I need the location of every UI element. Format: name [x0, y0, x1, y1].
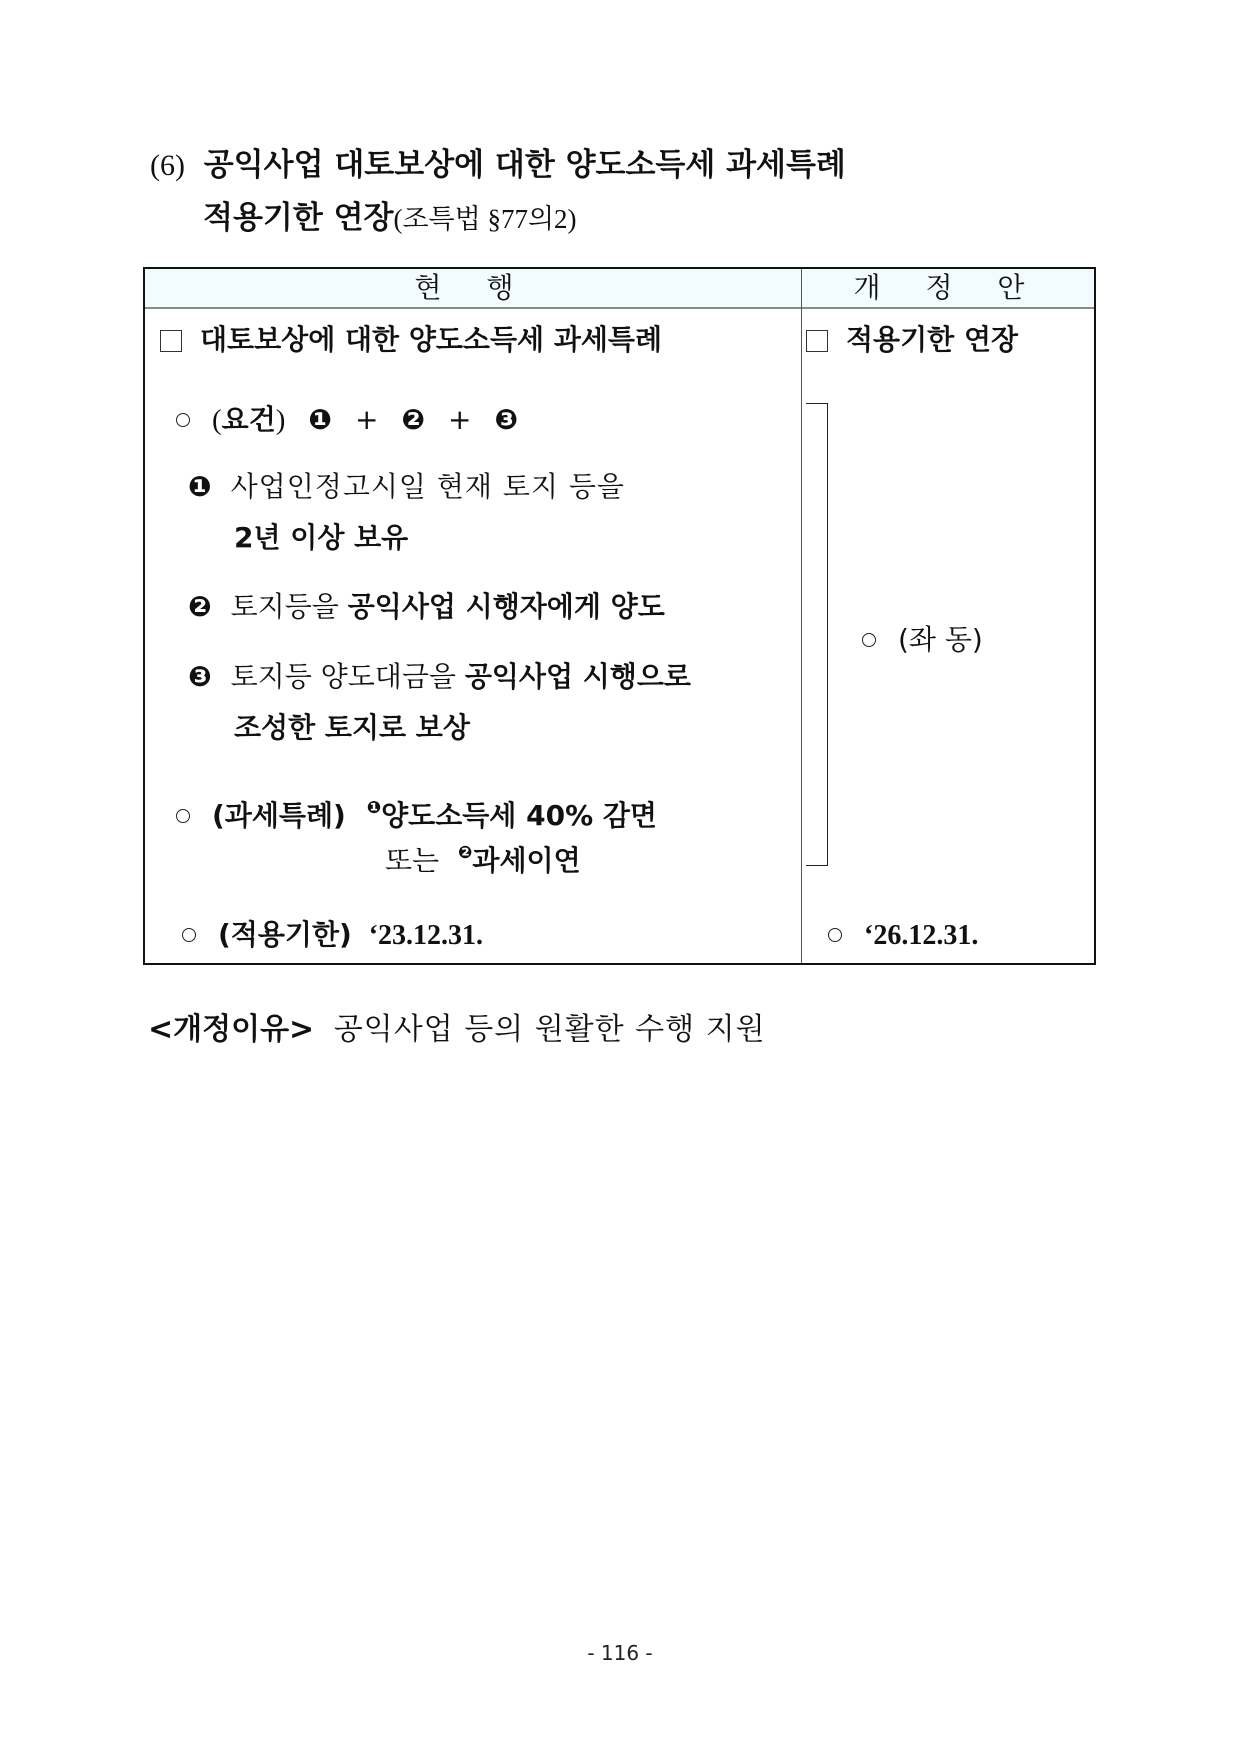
- bullet-circle-icon: [176, 809, 190, 823]
- requirement-item-2: [188, 589, 665, 625]
- reason-text: 공익사업 등의 원활한 수행 지원: [333, 1012, 766, 1047]
- proposed-deadline-row: [828, 917, 978, 954]
- page-number: - 116 -: [587, 1641, 653, 1665]
- section-number: (6): [150, 149, 185, 182]
- proposed-deadline-value: ‘26.12.31.: [864, 920, 979, 951]
- section-heading-line2: [203, 198, 577, 239]
- marker-2-icon: ❷: [188, 590, 212, 623]
- tax-special-row: [176, 790, 657, 834]
- requirement-item-1: [188, 469, 625, 505]
- law-reference: (조특법 §77의2): [393, 204, 577, 234]
- header-proposed: 개 정 안: [853, 271, 1043, 304]
- revision-reason: [148, 1010, 766, 1050]
- option-1-text: 양도소득세 40% 감면: [381, 799, 657, 832]
- header-current: 현 행: [414, 271, 532, 304]
- bullet-circle-icon: [862, 633, 876, 647]
- bullet-circle-icon: [828, 928, 842, 942]
- column-divider: [801, 269, 802, 963]
- proposed-section-title: 적용기한 연장: [846, 323, 1019, 356]
- formula-item-2: ❷: [401, 403, 426, 436]
- option-2-text: 과세이연: [472, 844, 581, 877]
- deadline-label: (적용기한): [218, 918, 352, 951]
- section-title-line2: 적용기한 연장: [203, 200, 394, 236]
- formula-item-1: ❶: [308, 403, 333, 436]
- current-deadline-row: [182, 917, 483, 954]
- formula-item-3: ❸: [494, 403, 519, 436]
- option-2-marker-icon: ❷: [458, 843, 473, 863]
- connector-text: 또는: [385, 844, 440, 877]
- marker-3-icon: ❸: [188, 660, 212, 693]
- item-3-bold-text: 공익사업 시행으로: [464, 660, 691, 693]
- tax-special-row-2: [385, 835, 581, 879]
- same-as-left-bracket: [806, 403, 828, 866]
- same-as-left-text: (좌 동): [898, 623, 983, 656]
- current-deadline-value: ‘23.12.31.: [368, 920, 484, 951]
- checkbox-square-icon: [160, 330, 182, 352]
- reason-label: <개정이유>: [148, 1012, 315, 1047]
- requirements-row: (요건) ❶ + ❷ + ❸: [176, 402, 518, 438]
- item-1-bold-line: 2년 이상 보유: [234, 521, 409, 554]
- item-3-bold-line: 조성한 토지로 보상: [234, 711, 470, 744]
- section-heading: [150, 145, 846, 186]
- checkbox-square-icon: [806, 330, 828, 352]
- section-title-line1: 공익사업 대토보상에 대한 양도소득세 과세특례: [203, 147, 846, 183]
- bullet-circle-icon: [176, 413, 190, 427]
- option-1-marker-icon: ❶: [366, 798, 382, 818]
- current-section-title: 대토보상에 대한 양도소득세 과세특례: [200, 323, 663, 356]
- tax-special-label: (과세특례): [212, 799, 346, 832]
- marker-1-icon: ❶: [188, 470, 212, 503]
- same-as-left-row: [862, 622, 983, 658]
- formula-plus-1: +: [354, 403, 379, 436]
- current-section-title-row: [160, 322, 662, 358]
- proposed-section-title-row: [806, 322, 1018, 358]
- item-3-text: 토지등 양도대금을: [230, 660, 465, 693]
- item-2-text: 토지등을: [230, 590, 348, 623]
- requirements-label-text: 요건: [221, 403, 276, 436]
- item-1-text: 사업인정고시일 현재 토지 등을: [230, 470, 625, 503]
- requirement-item-3: [188, 659, 691, 695]
- bullet-circle-icon: [182, 928, 196, 942]
- item-2-bold-text: 공익사업 시행자에게 양도: [347, 590, 665, 623]
- formula-plus-2: +: [447, 403, 472, 436]
